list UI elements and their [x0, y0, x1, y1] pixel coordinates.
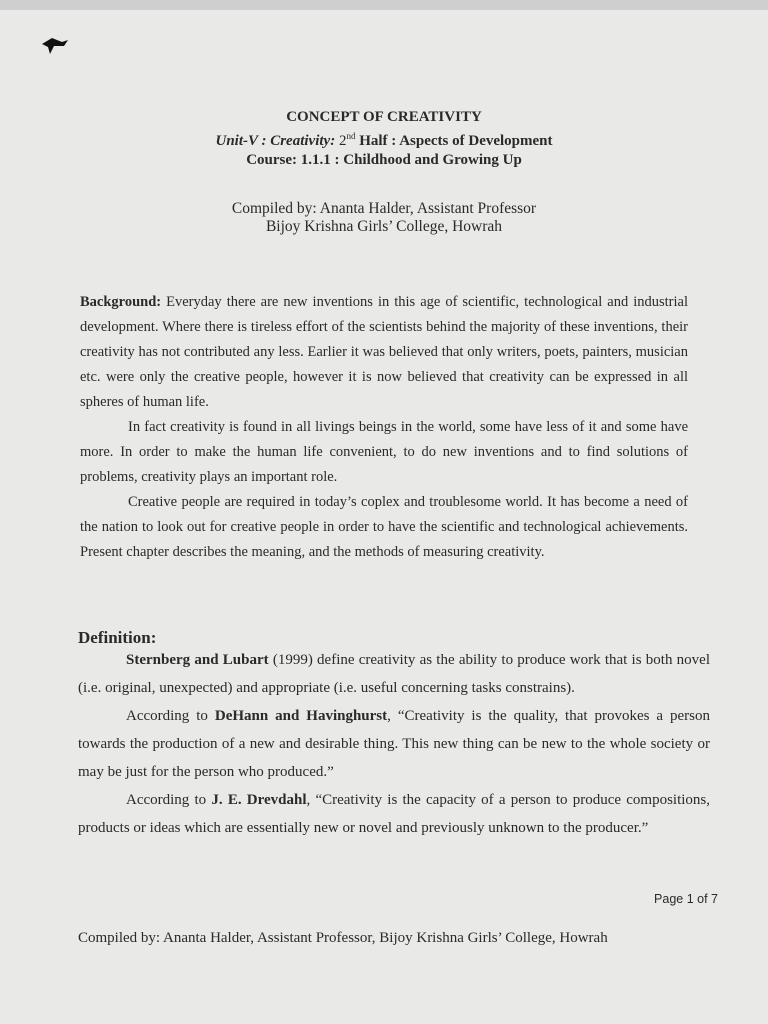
- background-paragraph-3: Creative people are required in today’s coplex and troublesome world. It has become a need of the nation to look out for creative people in order to have the scientific and technological achievements. Present chapter describes the meaning, and the methods of measuring creativity.: [80, 494, 688, 560]
- unit-prefix: Unit-V : Creativity:: [215, 133, 336, 149]
- ink-mark-icon: [40, 34, 70, 56]
- definition-paragraph-3: According to J. E. Drevdahl, “Creativity is the capacity of a person to produce compositions, products or ideas which are essentially new or novel and previously unknown to the producer.”: [78, 792, 711, 836]
- page-number: Page 1 of 7: [654, 892, 718, 906]
- page-footer: Compiled by: Ananta Halder, Assistant Professor, Bijoy Krishna Girls’ College, Howrah: [78, 930, 608, 946]
- unit-line: [0, 127, 768, 151]
- background-paragraph-1: Background: Everyday there are new inventions in this age of scientific, technological and industrial development. Where there is tireless effort of the scientists behind the majority of these inventions, their creativity has not contributed any less. Earlier it was believed that only writers, poets, painters, musician etc. were only the creative people, however it is now believed that creativity can be expressed in all spheres of human life.: [80, 294, 688, 410]
- definition-heading: Definition:: [78, 628, 157, 647]
- unit-number: 2nd: [338, 131, 356, 149]
- course-line: Course: 1.1.1 : Childhood and Growing Up: [246, 152, 522, 168]
- background-label: Background:: [80, 294, 162, 310]
- background-section: [80, 290, 688, 565]
- definition-paragraph-2: According to DeHann and Havinghurst, “Creativity is the quality, that provokes a person towards the production of a new and desirable thing. This new thing can be new to the whole society or may be just for the person who produced.”: [78, 708, 710, 780]
- compiler-line-1: Compiled by: Ananta Halder, Assistant Professor: [231, 200, 537, 217]
- document-title: CONCEPT OF CREATIVITY: [286, 109, 482, 125]
- background-paragraph-2: In fact creativity is found in all livings beings in the world, some have less of it and some have more. In order to make the human life convenient, to do new inventions and to find solutions of problems, creativity plays an important role.: [80, 419, 688, 485]
- unit-suffix: Half : Aspects of Development: [355, 133, 553, 149]
- definition-section: [78, 646, 710, 842]
- definition-paragraph-1: Sternberg and Lubart (1999) define creativity as the ability to produce work that is both novel (i.e. original, unexpected) and appropriate (i.e. useful concerning tasks constrains).: [78, 652, 710, 696]
- compiler-line-2: Bijoy Krishna Girls’ College, Howrah: [265, 218, 503, 235]
- document-page: [0, 10, 768, 1024]
- document-header: [0, 108, 768, 170]
- compiler-info: [0, 200, 768, 236]
